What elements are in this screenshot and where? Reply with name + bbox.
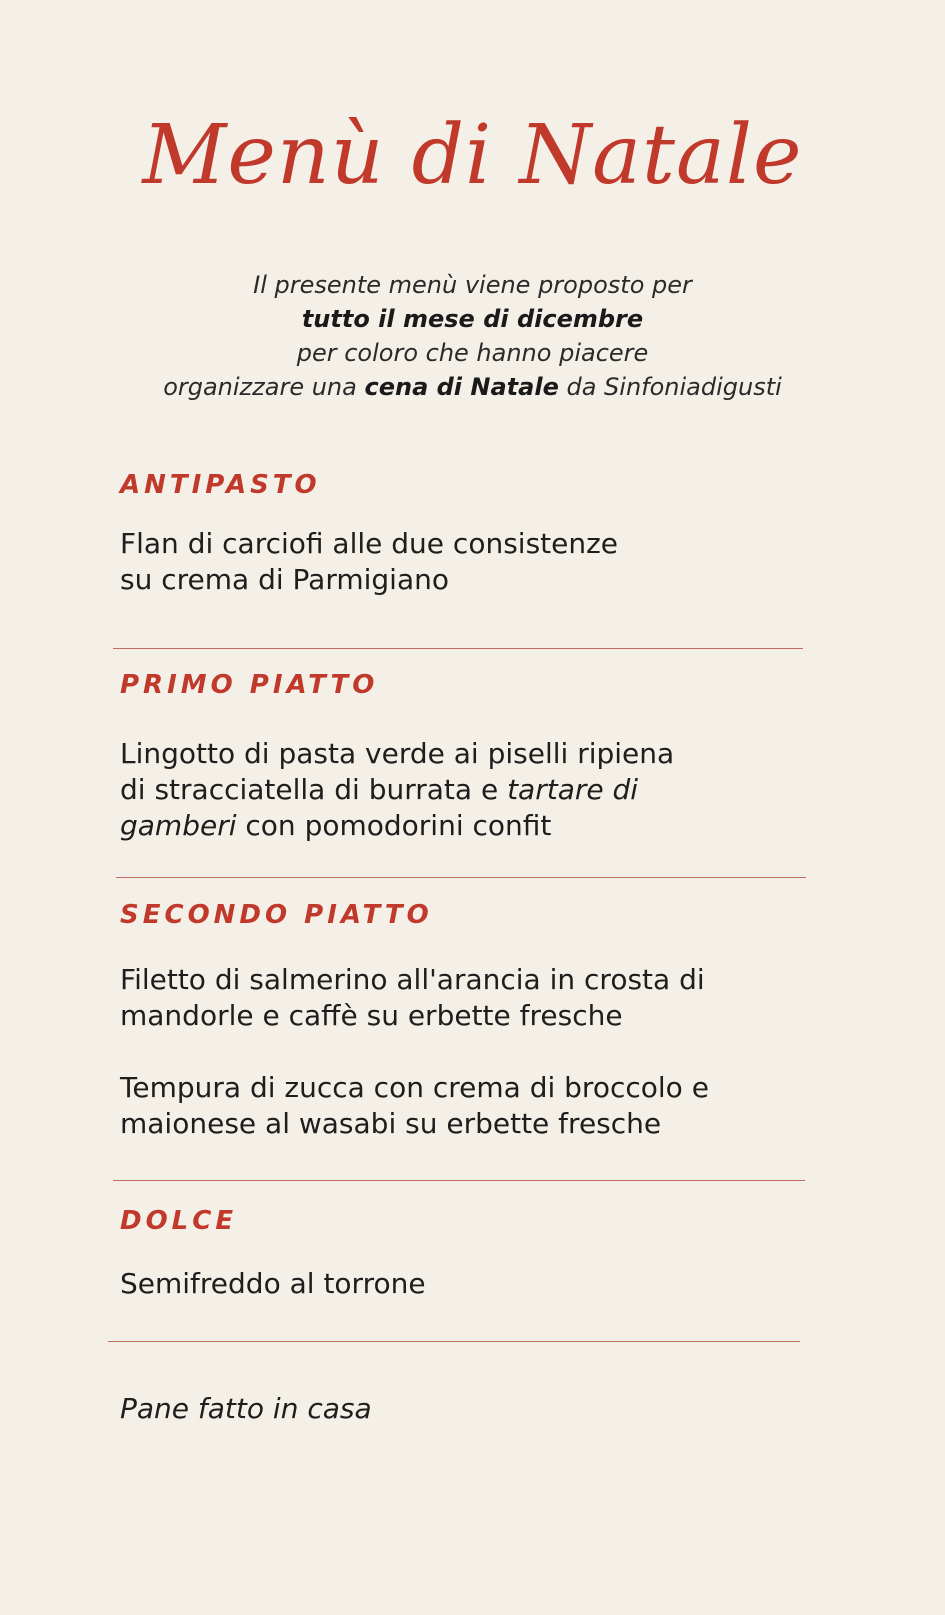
dish-secondo-2 xyxy=(120,1070,820,1142)
divider-antipasto xyxy=(113,648,803,649)
section-title-primo: PRIMO PIATTO xyxy=(120,670,379,700)
dish-secondo-1-line-2: mandorle e caffè su erbette fresche xyxy=(120,999,623,1032)
dish-dolce xyxy=(120,1266,820,1302)
dish-secondo-1-line-1: Filetto di salmerino all'arancia in crosta di xyxy=(120,963,705,996)
page-title: Menù di Natale xyxy=(142,108,803,203)
divider-primo xyxy=(116,877,806,878)
dish-dolce-line-1: Semifreddo al torrone xyxy=(120,1267,426,1300)
intro-line-3: per coloro che hanno piacere xyxy=(296,339,649,367)
intro-highlight-dinner: cena di Natale xyxy=(364,373,559,401)
dish-secondo-1 xyxy=(120,962,820,1034)
section-title-secondo: SECONDO PIATTO xyxy=(120,900,433,930)
dish-primo-line-2-italic: tartare di xyxy=(507,773,639,806)
dish-antipasto-line-1: Flan di carciofi alle due consistenze xyxy=(120,527,619,560)
intro-line-4-start: organizzare una xyxy=(163,373,365,401)
divider-dolce xyxy=(108,1341,800,1342)
intro-line-1: Il presente menù viene proposto per xyxy=(253,271,692,299)
intro-line-4-end: da Sinfoniadigusti xyxy=(558,373,782,401)
dish-primo-line-3-end: con pomodorini confit xyxy=(236,809,552,842)
dish-primo-line-2 xyxy=(120,772,820,808)
divider-secondo xyxy=(113,1180,805,1181)
dish-primo xyxy=(120,736,820,844)
dish-antipasto xyxy=(120,526,820,598)
dish-antipasto-line-2: su crema di Parmigiano xyxy=(120,563,449,596)
intro-line-2 xyxy=(60,302,885,336)
section-title-antipasto: ANTIPASTO xyxy=(120,470,321,500)
dish-secondo-2-line-1: Tempura di zucca con crema di broccolo e xyxy=(120,1071,709,1104)
dish-primo-line-3 xyxy=(120,808,820,844)
dish-primo-line-1: Lingotto di pasta verde ai piselli ripiena xyxy=(120,737,675,770)
intro-text xyxy=(60,268,885,404)
section-title-dolce: DOLCE xyxy=(120,1206,238,1236)
intro-line-4 xyxy=(60,370,885,404)
dish-primo-line-3-italic: gamberi xyxy=(120,809,237,842)
dish-primo-line-2-start: di stracciatella di burrata e xyxy=(120,773,508,806)
intro-highlight-month: tutto il mese di dicembre xyxy=(301,305,644,333)
dish-secondo-2-line-2: maionese al wasabi su erbette fresche xyxy=(120,1107,662,1140)
footer-note: Pane fatto in casa xyxy=(120,1392,372,1425)
